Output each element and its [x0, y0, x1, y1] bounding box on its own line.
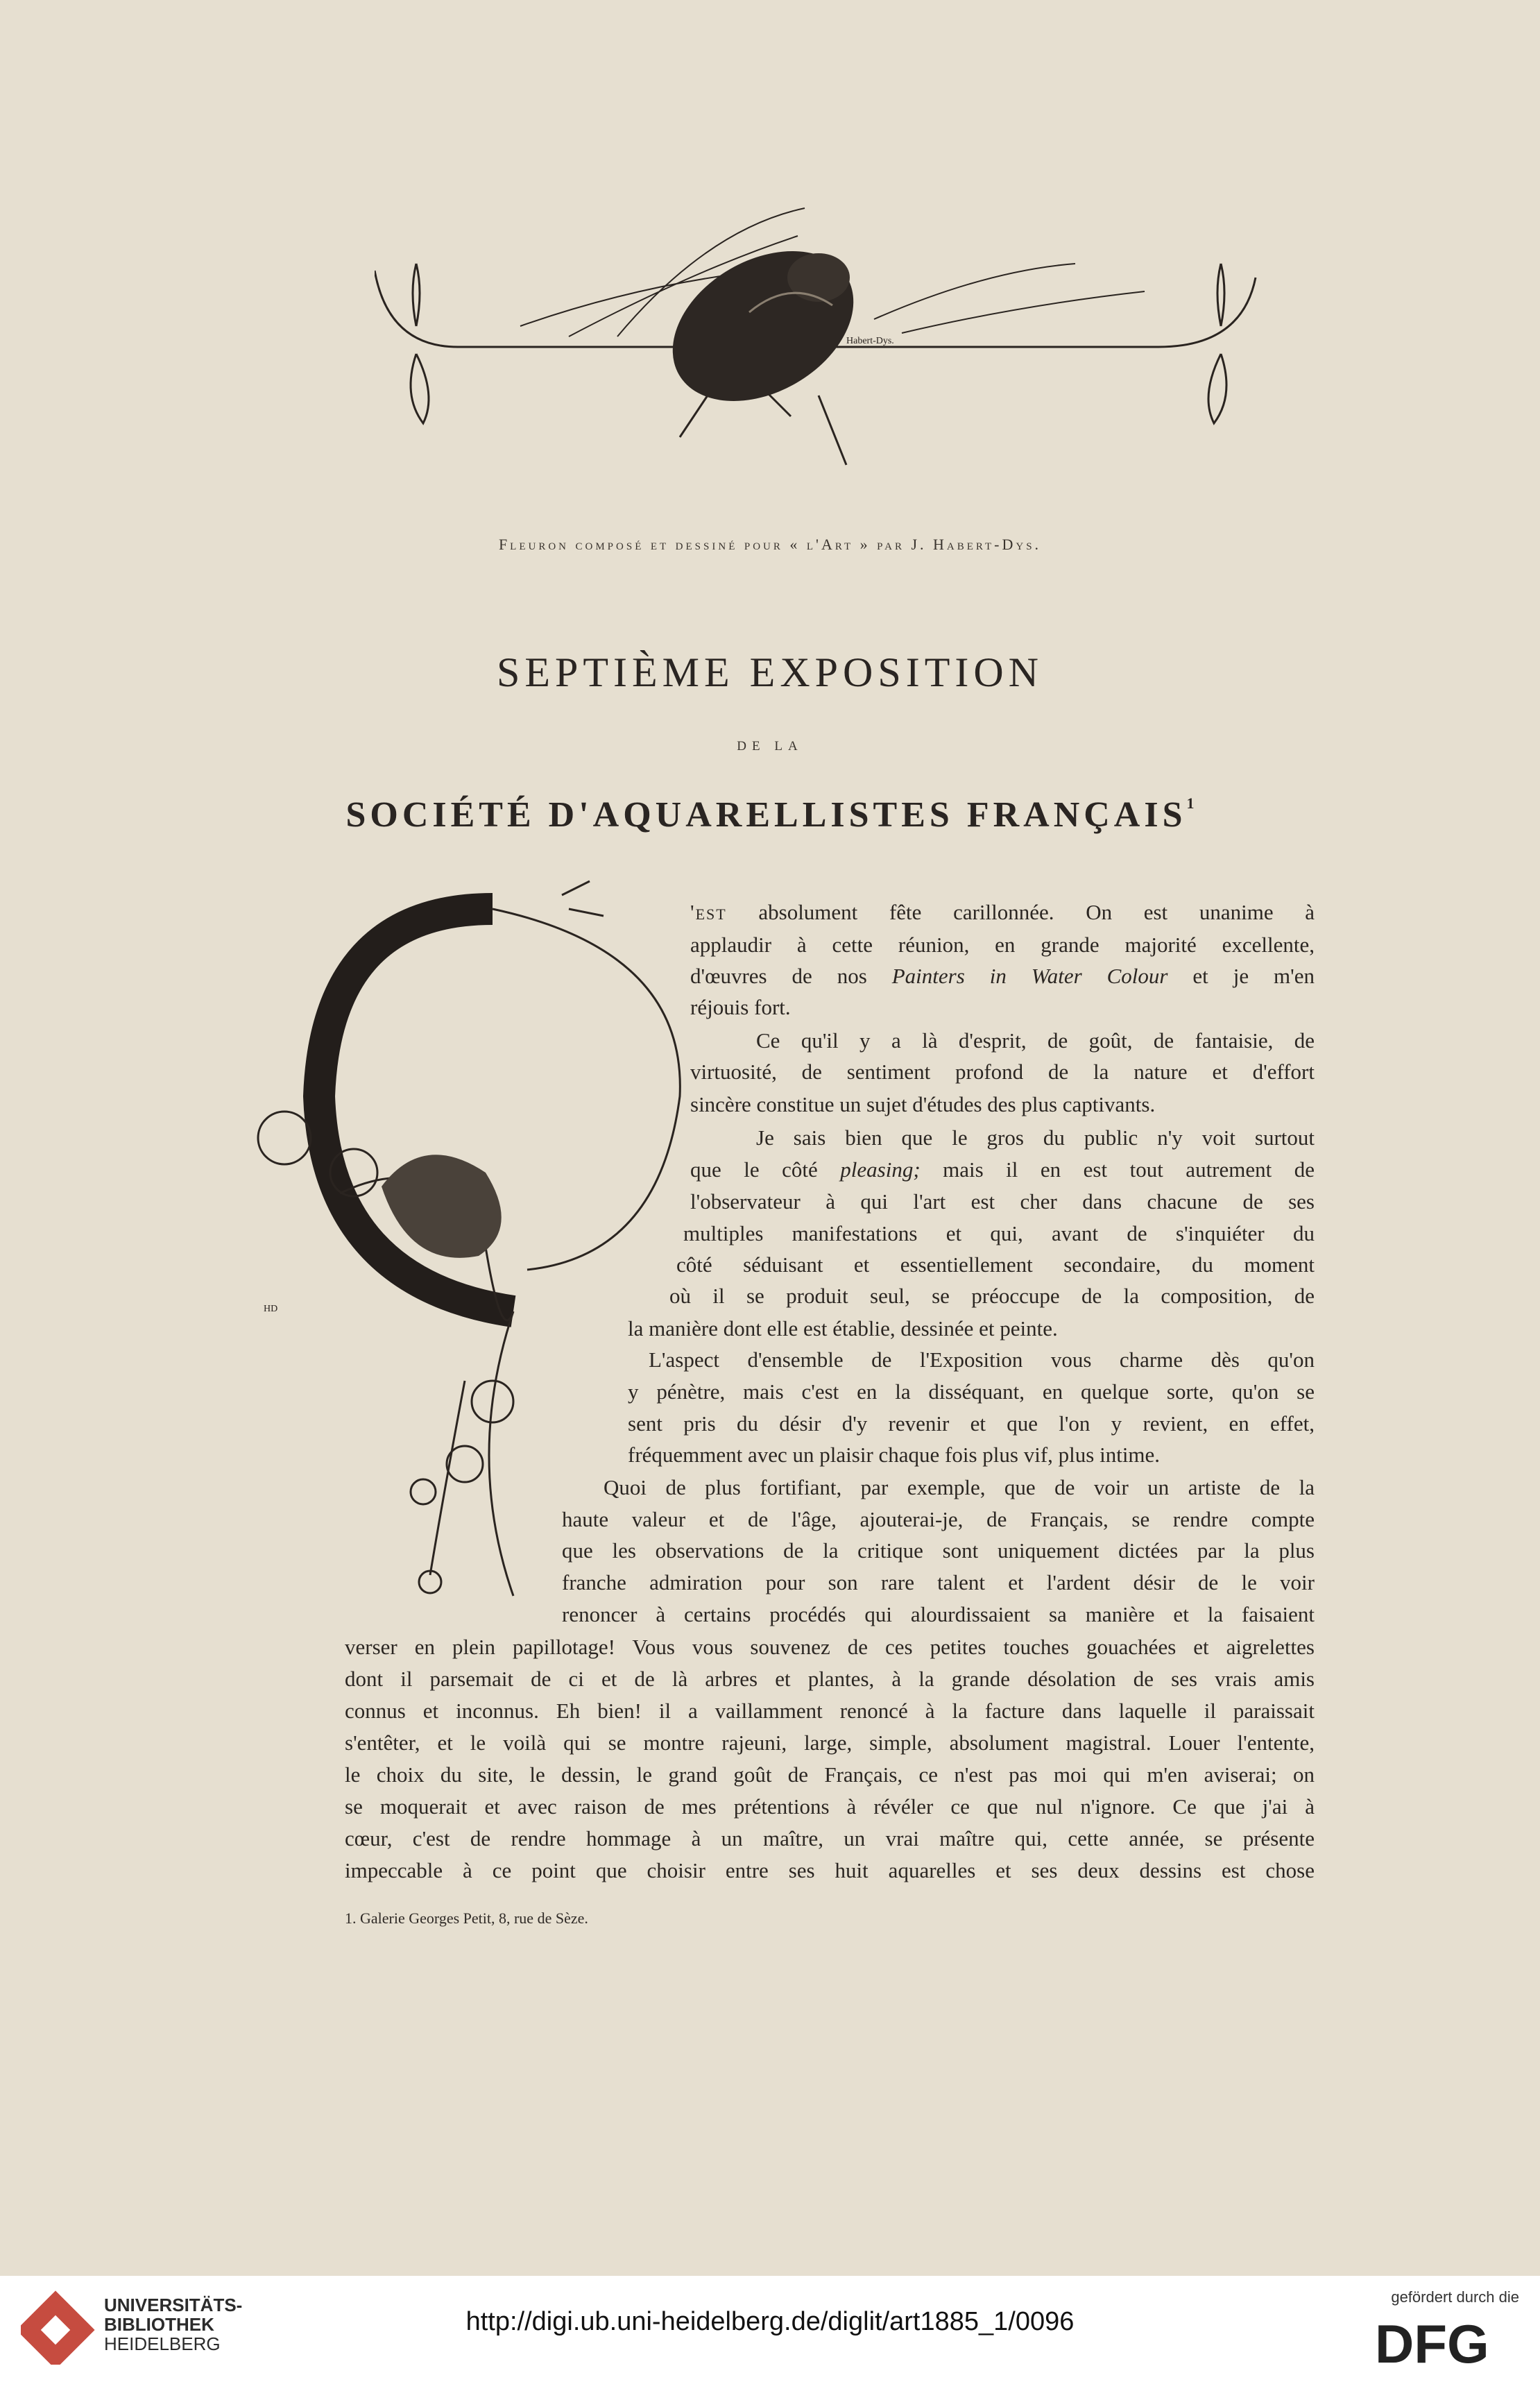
text-line: L'aspect d'ensemble de l'Exposition vous charme dès qu'on	[649, 1347, 1315, 1372]
dfg-logo-text: DFG	[1375, 2314, 1489, 2370]
text-line: l'observateur à qui l'art est cher dans chacune de ses	[690, 1189, 1315, 1214]
sponsor-label: gefördert durch die	[1391, 2288, 1519, 2306]
text-line: multiples manifestations et qui, avant de s'inquiéter du	[683, 1221, 1315, 1245]
text-span: et je m'en	[1192, 964, 1315, 988]
text-line: verser en plein papillotage! Vous vous souvenez de ces petites touches gouachées et aigrelettes	[345, 1635, 1315, 1659]
text-line: connus et inconnus. Eh bien! il a vaillamment renoncé à la facture dans laquelle il paraissait	[345, 1699, 1315, 1723]
fleuron-signature: Habert-Dys.	[846, 336, 894, 346]
text-line: fréquemment avec un plaisir chaque fois plus vif, plus intime.	[628, 1443, 1161, 1467]
text-line: où il se produit seul, se préoccupe de la composition, de	[669, 1284, 1315, 1308]
text-span: d'œuvres de nos	[690, 964, 867, 988]
viewer-footer	[0, 2276, 1540, 2382]
fleuron-caption: Fleuron composé et dessiné pour « l'Art » par J. Habert-Dys.	[498, 536, 1042, 553]
text-line: la manière dont elle est établie, dessinée et peinte.	[628, 1316, 1058, 1341]
footnote: 1. Galerie Georges Petit, 8, rue de Sèze.	[345, 1909, 588, 1927]
italic-phrase: Painters in Water Colour	[891, 964, 1168, 988]
subtitle-text: SOCIÉTÉ D'AQUARELLISTES FRANÇAIS	[345, 795, 1187, 835]
text-line: dont il parsemait de ci et de là arbres et plantes, à la grande désolation de ses vrais amis	[345, 1667, 1315, 1691]
text-line: y pénètre, mais c'est en la disséquant, en quelque sorte, qu'on se	[628, 1379, 1315, 1404]
text-line: renoncer à certains procédés qui alourdissaient sa manière et la faisaient	[562, 1602, 1315, 1626]
text-line: sincère constitue un sujet d'études des plus captivants.	[690, 1092, 1156, 1116]
text-line: que les observations de la critique sont uniquement dictées par la plus	[562, 1538, 1315, 1563]
text-line: virtuosité, de sentiment profond de la nature et d'effort	[690, 1060, 1315, 1084]
library-line-3: HEIDELBERG	[104, 2333, 221, 2354]
fleuron-beetle-illustration	[375, 187, 1263, 520]
text-line: s'entêter, et le voilà qui se montre rajeuni, large, simple, absolument magistral. Louer l'entente,	[345, 1730, 1315, 1755]
library-line-1: UNIVERSITÄTS-	[104, 2295, 243, 2315]
initial-signature: HD	[264, 1304, 278, 1314]
text-span: absolument fête carillonnée. On est unanime à	[758, 900, 1315, 924]
text-line: Ce qu'il y a là d'esprit, de goût, de fantaisie, de	[756, 1028, 1315, 1053]
library-line-2: BIBLIOTHEK	[104, 2314, 214, 2335]
text-line: côté séduisant et essentiellement secondaire, du moment	[676, 1252, 1315, 1277]
text-line: franche admiration pour son rare talent et l'ardent désir de le voir	[562, 1570, 1315, 1594]
text-line	[690, 961, 1315, 992]
text-span: que le côté	[690, 1157, 818, 1182]
text-line: cœur, c'est de rendre hommage à un maître, un vrai maître qui, cette année, se présente	[345, 1826, 1315, 1851]
text-line: Quoi de plus fortifiant, par exemple, que de voir un artiste de la	[604, 1475, 1315, 1499]
permalink-url[interactable]: http://digi.ub.uni-heidelberg.de/diglit/art1885_1/0096	[465, 2307, 1075, 2336]
text-line: le choix du site, le dessin, le grand goût de Français, ce n'est pas moi qui m'en aviserai; on	[345, 1762, 1315, 1787]
text-line	[690, 1155, 1315, 1185]
article-title: SEPTIÈME EXPOSITION	[497, 649, 1043, 695]
title-connector: DE LA	[737, 739, 803, 754]
text-line: se moquerait et avec raison de mes prétentions à révéler ce que nul n'ignore. Ce que j'ai à	[345, 1794, 1315, 1819]
article-subtitle	[0, 794, 1540, 835]
drop-cap-continuation: 'est	[690, 900, 727, 924]
text-line: haute valeur et de l'âge, ajouterai-je, de Français, se rendre compte	[562, 1507, 1315, 1531]
italic-phrase: pleasing;	[840, 1157, 921, 1182]
text-line: sent pris du désir d'y revenir et que l'on y revient, en effet,	[628, 1411, 1315, 1436]
text-line: applaudir à cette réunion, en grande majorité excellente,	[690, 933, 1315, 957]
text-line: Je sais bien que le gros du public n'y voit surtout	[756, 1125, 1315, 1150]
dfg-logo-icon	[1375, 2314, 1514, 2370]
text-line	[690, 897, 1315, 928]
footnote-mark: 1	[1186, 794, 1195, 812]
text-line: impeccable à ce point que choisir entre ses huit aquarelles et ses deux dessins est chose	[345, 1858, 1315, 1882]
text-line: réjouis fort.	[690, 995, 791, 1019]
text-span: mais il en est tout autrement de	[943, 1157, 1315, 1182]
